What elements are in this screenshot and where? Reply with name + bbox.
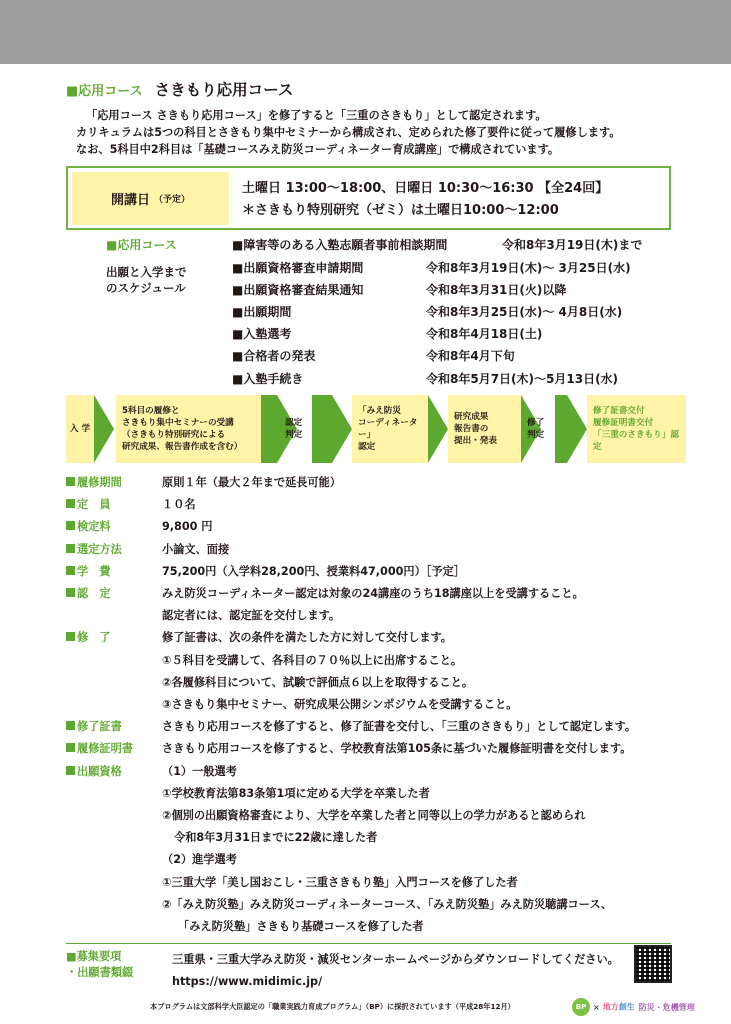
flow-step-text: 5科目の履修と [122, 406, 180, 416]
schedule-date: 令和8年5月7日(木)〜5月13日(水) [426, 372, 619, 386]
detail-value: （1）一般選考 [162, 765, 237, 778]
detail-value: 75,200円（入学料28,200円、授業料47,000円）［予定］ [162, 565, 465, 578]
flow-step-text: さきもり集中セミナーの受講 [122, 418, 234, 428]
website-link[interactable]: https://www.midimic.jp/ [172, 975, 323, 988]
divider [66, 943, 671, 944]
detail-key [66, 629, 111, 645]
footer-key-line: ■募集要項 [66, 950, 122, 963]
detail-value: 修了証書は、次の条件を満たした方に対して交付します。 [162, 631, 452, 644]
schedule-date: 令和8年3月19日(木)〜 3月25日(水) [426, 261, 631, 275]
schedule-row [232, 259, 631, 279]
detail-key [66, 740, 133, 756]
schedule-subtitle-line: のスケジュール [106, 281, 186, 295]
intro-line: 「応用コース さきもり応用コース」を修了すると「三重のさきもり」として認定されます。 [86, 109, 547, 122]
schedule-row [232, 281, 567, 301]
detail-value: 原則１年（最大２年まで延長可能） [162, 476, 342, 489]
detail-value: 小論文、面接 [162, 543, 230, 556]
detail-key [66, 763, 122, 779]
flow-step-text: 研究成果 [454, 412, 489, 422]
flow-arrow-icon [428, 395, 448, 463]
detail-key [66, 585, 111, 601]
detail-key [66, 518, 111, 534]
detail-value: （2）進学選考 [162, 853, 237, 866]
flow-step-report [448, 395, 521, 463]
detail-value: ②個別の出願資格審査により、大学を卒業した者と同等以上の学力があると認められ [162, 809, 586, 822]
detail-key [66, 563, 111, 579]
flow-step-text: 認定 [358, 442, 376, 452]
detail-value: ①三重大学「美し国おこし・三重さきもり塾」入門コースを修了した者 [162, 876, 518, 889]
schedule-date: 令和8年3月25日(水)〜 4月8日(水) [426, 305, 623, 319]
bp-logo-icon: BP [572, 998, 590, 1016]
flow-step-text: コーディネーター」 [358, 418, 418, 440]
detail-key [66, 474, 122, 490]
qr-code-icon[interactable] [634, 945, 672, 983]
opening-label [72, 172, 229, 225]
opening-box [66, 166, 671, 230]
schedule-date: 令和8年3月31日(火)以降 [426, 283, 567, 297]
flow-arrow-icon [94, 395, 114, 463]
detail-key-text: 検定料 [77, 520, 111, 533]
schedule-row [232, 325, 543, 345]
course-heading [66, 78, 293, 100]
flow-step-text: 提出・発表 [454, 436, 497, 446]
detail-value: さきもり応用コースを修了すると、修了証書を交付し、「三重のさきもり」として認定します。 [162, 720, 637, 733]
detail-value: みえ防災コーディネーター認定は対象の24講座のうち18講座以上を受講すること。 [162, 587, 584, 600]
flow-step-text: 研究成果、報告書作成を含む） [122, 442, 243, 452]
bp-note: 本プログラムは文部科学大臣認定の「職業実践力育成プログラム」（BP）に採択されています（平成28年12月） [150, 1002, 515, 1011]
schedule-label: ■入塾手続き [232, 372, 304, 386]
detail-value: ①学校教育法第83条第1項に定める大学を卒業した者 [162, 787, 430, 800]
detail-key-text: 修了証書 [77, 720, 122, 733]
flow-step-coordinator [352, 395, 428, 463]
detail-key-text: 定 員 [77, 498, 111, 511]
flow-step-text: 報告書の [454, 424, 489, 434]
flow-arrow-bar [312, 395, 332, 463]
schedule-label: ■入塾選考 [232, 327, 292, 341]
course-tag: ■応用コース [66, 84, 143, 99]
schedule-label: ■障害等のある入塾志願者事前相談期間 [232, 238, 448, 252]
detail-value: 認定者には、認定証を交付します。 [162, 609, 341, 622]
flow-step-text: 修了証書交付 [593, 406, 645, 416]
detail-value: さきもり応用コースを修了すると、学校教育法第105条に基づいた履修証明書を交付します。 [162, 742, 632, 755]
detail-value: 「みえ防災塾」さきもり基礎コースを修了した者 [178, 920, 424, 933]
schedule-label: ■出願期間 [232, 305, 292, 319]
flow-step-text: （さきもり特別研究による [122, 430, 226, 440]
logo-text: 創生 [618, 1002, 635, 1012]
flow-step-text: 「三重のさきもり」認定 [593, 430, 679, 452]
detail-key-text: 選定方法 [77, 543, 122, 556]
flow-step-courses [116, 395, 261, 463]
detail-key-text: 学 費 [77, 565, 111, 578]
footer-value [172, 949, 619, 993]
schedule-date: 令和8年4月下旬 [426, 349, 515, 363]
schedule-row [232, 347, 515, 367]
detail-key-text: 修 了 [77, 631, 111, 644]
detail-key [66, 718, 122, 734]
cross-mark: × [593, 1002, 600, 1012]
flow-step-judge [282, 395, 312, 463]
flow-arrow-icon [332, 395, 352, 463]
detail-key [66, 496, 111, 512]
flow-step-enroll [66, 395, 94, 463]
flow-step-text: 「みえ防災 [358, 406, 401, 416]
schedule-label: ■出願資格審査申請期間 [232, 261, 364, 275]
flow-step-text: 判定 [527, 430, 545, 440]
intro-line: なお、5科目中2科目は「基礎コースみえ防災コーディネーター育成講座」で構成されています。 [76, 143, 560, 156]
download-instruction: 三重県・三重大学みえ防災・減災センターホームページからダウンロードしてください。 [172, 953, 619, 966]
schedule-subtitle-line: 出願と入学まで [106, 265, 187, 279]
opening-seminar-times: ＊さきもり特別研究（ゼミ）は土曜日10:00〜12:00 [242, 203, 559, 218]
flow-step-award [587, 395, 686, 463]
detail-key-text: 履修証明書 [77, 742, 133, 755]
flow-arrow-bar [261, 395, 277, 463]
detail-key-text: 出願資格 [77, 765, 122, 778]
logos [572, 998, 695, 1016]
schedule-label: ■合格者の発表 [232, 349, 316, 363]
detail-key-text: 認 定 [77, 587, 111, 600]
flow-step-text: 履修証明書交付 [593, 418, 654, 428]
opening-times: 土曜日 13:00〜18:00、日曜日 10:30〜16:30 【全24回】 [242, 181, 609, 196]
detail-key [66, 541, 122, 557]
intro-line: カリキュラムは5つの科目とさきもり集中セミナーから構成され、定められた修了要件に従って履修します。 [76, 126, 621, 139]
schedule-row [232, 303, 623, 323]
footer-key [66, 949, 133, 981]
logo-text: 地方 [602, 1002, 619, 1012]
flow-step-text: 入 学 [69, 424, 91, 434]
detail-value: ③さきもり集中セミナー、研究成果公開シンポジウムを受講すること。 [162, 698, 518, 711]
flow-step-text: 修了 [527, 418, 545, 428]
flow-step-complete-judge [527, 395, 557, 463]
flow-step-text: 判定 [285, 430, 303, 440]
detail-value: ②各履修科目について、試験で評価点６以上を取得すること。 [162, 676, 474, 689]
schedule-label: ■出願資格審査結果通知 [232, 283, 364, 297]
process-flow [66, 395, 686, 463]
detail-value: ②「みえ防災塾」みえ防災コーディネーターコース、「みえ防災塾」みえ防災聴講コース、 [162, 898, 613, 911]
detail-key-text: 履修期間 [77, 476, 122, 489]
opening-label-note: （予定） [154, 195, 191, 205]
opening-label-text: 開講日 [110, 193, 150, 208]
top-banner [0, 0, 731, 64]
flow-arrow-bar [555, 395, 567, 463]
detail-value: ①５科目を受講して、各科目の７０％以上に出席すること。 [162, 654, 463, 667]
schedule-row [232, 370, 619, 390]
detail-value: １０名 [162, 498, 196, 511]
page-title: さきもり応用コース [154, 81, 294, 99]
schedule-date: 令和8年3月19日(木)まで [502, 238, 643, 252]
schedule-tag: ■応用コース [106, 238, 177, 252]
flow-step-text: 認定 [285, 418, 303, 428]
flow-arrow-icon [567, 395, 587, 463]
schedule-subtitle [106, 264, 187, 296]
footer-key-line: ・出願書類綴 [66, 966, 134, 979]
logo-text: 防災・危機管理 [638, 1002, 695, 1012]
detail-value: 9,800 円 [162, 520, 213, 533]
intro-text [76, 107, 620, 158]
schedule-date: 令和8年4月18日(土) [426, 327, 543, 341]
detail-value: 令和8年3月31日までに22歳に達した者 [174, 831, 378, 844]
schedule-row [232, 236, 643, 256]
